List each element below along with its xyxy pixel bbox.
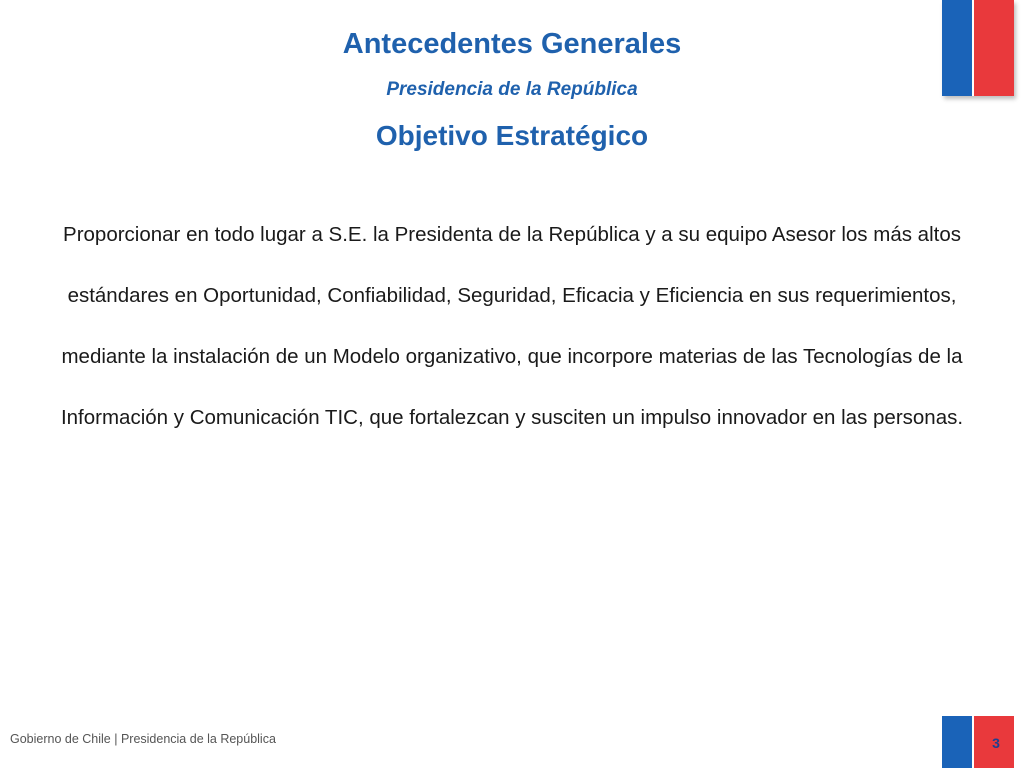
objective-paragraph: Proporcionar en todo lugar a S.E. la Presidenta de la República y a su equipo Asesor los más altos estándares en Oportunidad, Confiabilidad, Seguridad, Eficacia y Eficiencia en sus requerimientos, mediante la instalación de un Modelo organizativo, que incorpore materias de las Tecnologías de la Información y Comunicación TIC, que fortalezcan y susciten un impulso innovador en las personas. (60, 223, 964, 429)
section-heading: Objetivo Estratégico (375, 120, 649, 151)
page-number: 3 (992, 735, 1000, 751)
flag-blue-stripe (942, 716, 972, 768)
slide-title: Antecedentes Generales (342, 28, 682, 60)
footer-caption: Gobierno de Chile | Presidencia de la República (10, 732, 276, 746)
slide-subtitle: Presidencia de la República (386, 79, 638, 100)
